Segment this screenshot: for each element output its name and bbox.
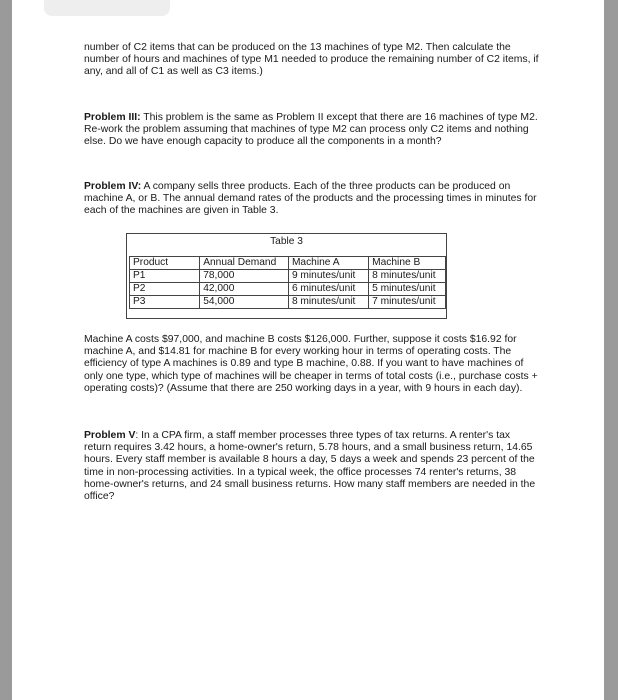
document-page bbox=[12, 0, 604, 700]
paragraph-text: number of C2 items that can be produced on the 13 machines of type M2. Then calculate the number of hours and machines of type M1 needed to produce the remaining number of C2 items, if any, and all of C1 as well as C3 items.) bbox=[84, 42, 539, 78]
header-cell: Machine B bbox=[369, 257, 446, 270]
table-cell: 8 minutes/unit bbox=[288, 296, 368, 309]
table-row bbox=[130, 270, 446, 283]
table-cell: 42,000 bbox=[200, 283, 289, 296]
table-cell: P3 bbox=[130, 296, 200, 309]
paragraph-machine-costs bbox=[84, 334, 539, 395]
table-cell: P1 bbox=[130, 270, 200, 283]
table-cell: 54,000 bbox=[200, 296, 289, 309]
table-grid bbox=[129, 256, 446, 309]
paragraph-text: A company sells three products. Each of the three products can be produced on machine A, or B. The annual demand rates of the products and the processing times in minutes for each of the machines are given in Table 3. bbox=[84, 181, 537, 217]
table-header-row bbox=[130, 257, 446, 270]
paragraph-problem-iii bbox=[84, 112, 539, 149]
header-cell: Machine A bbox=[288, 257, 368, 270]
table-row bbox=[130, 283, 446, 296]
problem-label: Problem IV: bbox=[84, 181, 142, 192]
paragraph-problem-ii-continued bbox=[84, 42, 539, 79]
paragraph-text: This problem is the same as Problem II except that there are 16 machines of type M2. Re-work the problem assuming that machines of type M2 can process only C2 items and nothing else. Do we have enough capacity to produce all the components in a month? bbox=[84, 112, 538, 148]
table-row bbox=[130, 296, 446, 309]
problem-label: Problem V bbox=[84, 430, 136, 441]
problem-label: Problem III: bbox=[84, 112, 141, 123]
paragraph-problem-iv bbox=[84, 181, 539, 218]
table-cell: 7 minutes/unit bbox=[369, 296, 446, 309]
table-cell: 8 minutes/unit bbox=[369, 270, 446, 283]
table-cell: P2 bbox=[130, 283, 200, 296]
table-cell: 9 minutes/unit bbox=[288, 270, 368, 283]
paragraph-text: Machine A costs $97,000, and machine B costs $126,000. Further, suppose it costs $16.92 for machine A, and $14.81 for machine B for every working hour in terms of operating costs. The efficiency of type A machines is 0.89 and type B machine, 0.88. If you want to have machines of only one type, which type of machines will be cheaper in terms of total costs (i.e., purchase costs + operating costs)? (Assume that there are 250 working days in a year, with 9 hours in each day). bbox=[84, 334, 538, 394]
page-top-tab bbox=[44, 0, 170, 16]
table-cell: 6 minutes/unit bbox=[288, 283, 368, 296]
header-cell: Product bbox=[130, 257, 200, 270]
table-cell: 78,000 bbox=[200, 270, 289, 283]
table-cell: 5 minutes/unit bbox=[369, 283, 446, 296]
paragraph-problem-v bbox=[84, 430, 539, 503]
table-3 bbox=[126, 233, 447, 319]
paragraph-text: : In a CPA firm, a staff member processes three types of tax returns. A renter's tax return requires 3.42 hours, a home-owner's return, 5.78 hours, and a small business return, 14.65 hours. Every staff member is available 8 hours a day, 5 days a week and spends 23 percent of the time in non-processing activities. In a typical week, the office processes 74 renter's returns, 38 home-owner's returns, and 24 small business returns. How many staff members are needed in the office? bbox=[84, 430, 536, 503]
table-caption: Table 3 bbox=[270, 236, 303, 247]
header-cell: Annual Demand bbox=[200, 257, 289, 270]
